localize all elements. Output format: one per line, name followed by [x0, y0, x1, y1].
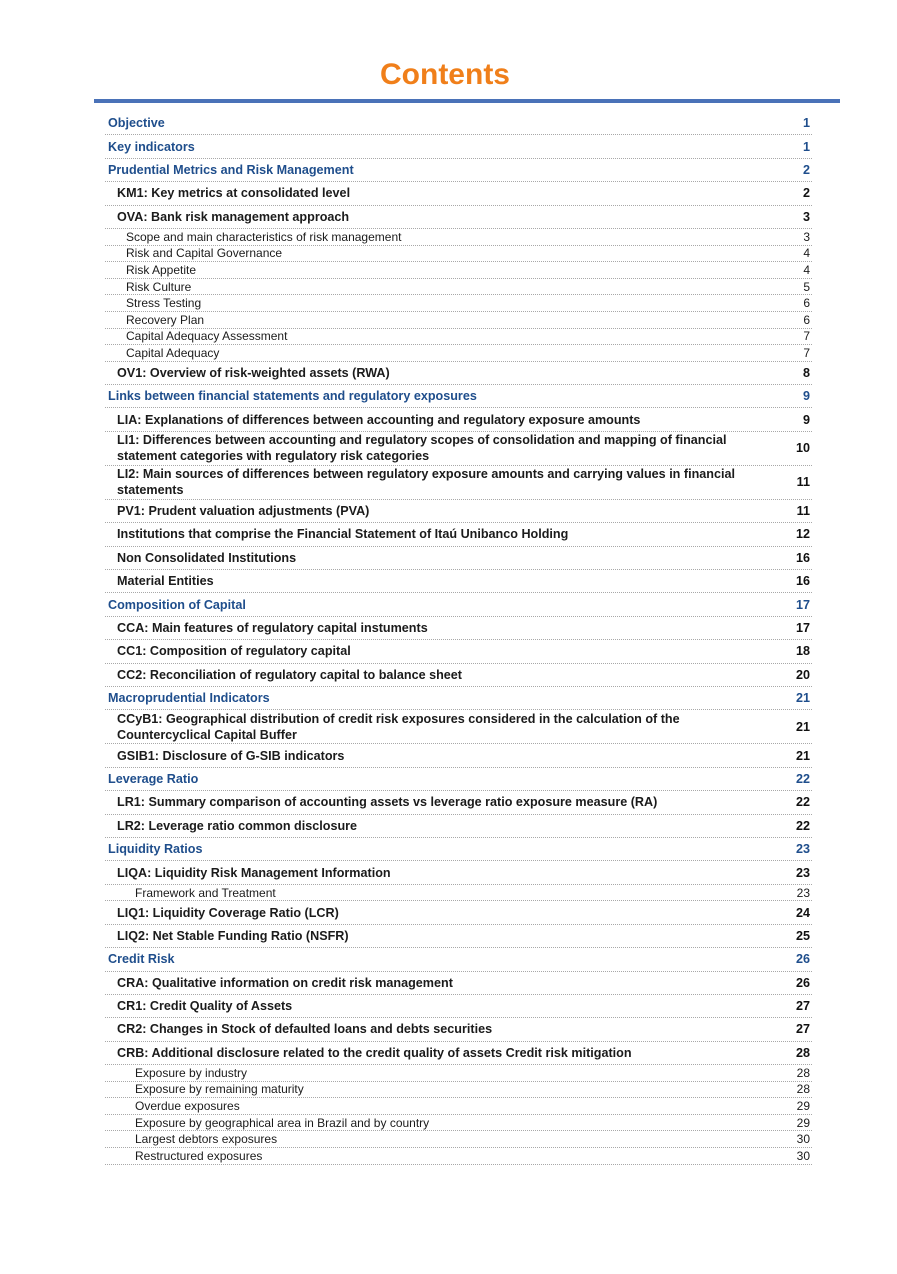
toc-entry-label[interactable]: Leverage Ratio	[108, 771, 199, 786]
toc-entry-page-number[interactable]: 17	[795, 597, 810, 612]
toc-entry-page-number[interactable]: 28	[796, 1082, 810, 1097]
toc-entry[interactable]	[105, 229, 812, 246]
toc-entry-label[interactable]: Capital Adequacy	[126, 345, 220, 360]
toc-entry-label[interactable]: Exposure by geographical area in Brazil and by country	[135, 1115, 430, 1130]
toc-entry-page-number[interactable]: 7	[803, 329, 810, 344]
toc-entry-page-number[interactable]: 5	[803, 279, 810, 294]
toc-entry-page-number[interactable]: 18	[795, 644, 810, 659]
toc-entry-label[interactable]: Institutions that comprise the Financial Statement of Itaú Unibanco Holding	[117, 527, 569, 542]
toc-entry-label[interactable]: Largest debtors exposures	[135, 1132, 278, 1147]
toc-entry-label[interactable]: CR2: Changes in Stock of defaulted loans and debts securities	[117, 1022, 493, 1037]
toc-entry-page-number[interactable]: 25	[795, 928, 810, 943]
toc-entry-page-number[interactable]: 27	[795, 1022, 810, 1037]
toc-entry[interactable]	[105, 1082, 812, 1099]
toc-entry-page-number[interactable]: 26	[795, 975, 810, 990]
toc-entry-page-number[interactable]: 4	[803, 246, 810, 261]
toc-entry-page-number[interactable]: 2	[802, 186, 810, 201]
toc-entry-page-number[interactable]: 21	[795, 748, 810, 763]
toc-entry-label[interactable]: Prudential Metrics and Risk Management	[108, 162, 354, 177]
toc-entry[interactable]	[105, 329, 812, 346]
toc-entry[interactable]	[105, 432, 812, 466]
toc-entry[interactable]	[105, 885, 812, 902]
toc-entry[interactable]	[105, 362, 812, 385]
table-of-contents	[105, 112, 812, 1165]
toc-entry-label[interactable]: Framework and Treatment	[135, 885, 276, 900]
toc-entry[interactable]	[105, 206, 812, 229]
toc-entry-label[interactable]: LI2: Main sources of differences between regulatory exposure amounts and carrying values in financial statements	[117, 467, 735, 498]
toc-entry-page-number[interactable]: 22	[795, 818, 810, 833]
toc-entry[interactable]	[105, 1018, 812, 1041]
toc-entry[interactable]	[105, 948, 812, 971]
toc-entry[interactable]	[105, 815, 812, 838]
toc-entry-label[interactable]: Material Entities	[117, 574, 214, 589]
toc-entry[interactable]	[105, 925, 812, 948]
toc-entry-page-number[interactable]: 28	[796, 1065, 810, 1080]
toc-entry-label[interactable]: Exposure by remaining maturity	[135, 1082, 304, 1097]
toc-entry[interactable]	[105, 640, 812, 663]
toc-entry[interactable]	[105, 547, 812, 570]
toc-entry[interactable]	[105, 262, 812, 279]
toc-entry-page-number[interactable]: 17	[795, 621, 810, 636]
toc-entry-label[interactable]: Stress Testing	[126, 296, 202, 311]
toc-entry-label[interactable]: LR1: Summary comparison of accounting assets vs leverage ratio exposure measure (RA)	[117, 795, 658, 810]
toc-entry[interactable]	[105, 972, 812, 995]
toc-entry-page-number[interactable]: 23	[795, 842, 810, 857]
toc-entry-label[interactable]: CCA: Main features of regulatory capital instuments	[117, 621, 428, 636]
toc-entry-label[interactable]: Capital Adequacy Assessment	[126, 329, 288, 344]
toc-entry-page-number[interactable]: 11	[796, 475, 810, 490]
toc-entry[interactable]	[105, 1148, 812, 1165]
toc-entry-page-number[interactable]: 1	[802, 139, 810, 154]
toc-entry[interactable]	[105, 408, 812, 431]
toc-entry-label[interactable]: Risk and Capital Governance	[126, 246, 283, 261]
toc-entry-page-number[interactable]: 10	[795, 441, 810, 456]
toc-entry-page-number[interactable]: 27	[795, 999, 810, 1014]
toc-entry-page-number[interactable]: 1	[802, 116, 810, 131]
toc-entry[interactable]	[105, 279, 812, 296]
toc-entry-label[interactable]: PV1: Prudent valuation adjustments (PVA)	[117, 504, 370, 519]
toc-entry-label[interactable]: GSIB1: Disclosure of G-SIB indicators	[117, 748, 345, 763]
toc-entry[interactable]	[105, 385, 812, 408]
toc-entry-label[interactable]: CRA: Qualitative information on credit risk management	[117, 975, 453, 990]
toc-entry-page-number[interactable]: 22	[795, 771, 810, 786]
toc-entry-label[interactable]: Liquidity Ratios	[108, 842, 203, 857]
toc-entry[interactable]	[105, 664, 812, 687]
toc-entry-label[interactable]: OV1: Overview of risk-weighted assets (RWA)	[117, 365, 390, 380]
toc-entry-page-number[interactable]: 3	[803, 229, 810, 244]
toc-entry[interactable]	[105, 995, 812, 1018]
toc-entry[interactable]	[105, 523, 812, 546]
toc-entry-label[interactable]: Scope and main characteristics of risk management	[126, 229, 402, 244]
toc-entry-page-number[interactable]: 26	[795, 952, 810, 967]
toc-entry-page-number[interactable]: 29	[796, 1099, 810, 1114]
toc-entry-label[interactable]: LIQ1: Liquidity Coverage Ratio (LCR)	[117, 905, 339, 920]
toc-entry-label[interactable]: LR2: Leverage ratio common disclosure	[117, 818, 358, 833]
toc-entry-label[interactable]: Key indicators	[108, 139, 195, 154]
toc-entry-label[interactable]: KM1: Key metrics at consolidated level	[117, 186, 351, 201]
toc-entry-label[interactable]: CRB: Additional disclosure related to the credit quality of assets Credit risk mitigation	[117, 1045, 632, 1060]
toc-entry-page-number[interactable]: 22	[795, 795, 810, 810]
toc-entry[interactable]	[105, 295, 812, 312]
toc-entry[interactable]	[105, 1098, 812, 1115]
toc-entry-label[interactable]: Risk Appetite	[126, 262, 197, 277]
toc-entry[interactable]	[105, 744, 812, 767]
toc-entry[interactable]	[105, 617, 812, 640]
toc-entry[interactable]	[105, 312, 812, 329]
toc-entry-label[interactable]: LI1: Differences between accounting and regulatory scopes of consolidation and mapping of financial statement categories with regulatory risk categories	[117, 433, 727, 464]
title-divider	[94, 99, 840, 103]
toc-entry-page-number[interactable]: 24	[795, 905, 810, 920]
toc-entry[interactable]	[105, 687, 812, 710]
toc-entry-label[interactable]: OVA: Bank risk management approach	[117, 209, 350, 224]
toc-entry[interactable]	[105, 838, 812, 861]
toc-entry-page-number[interactable]: 28	[795, 1045, 810, 1060]
toc-entry-label[interactable]: Non Consolidated Institutions	[117, 550, 297, 565]
toc-entry-page-number[interactable]: 4	[803, 262, 810, 277]
page-title: Contents	[380, 58, 510, 91]
toc-entry-page-number[interactable]: 20	[795, 667, 810, 682]
toc-entry[interactable]	[105, 135, 812, 158]
toc-entry-label[interactable]: Restructured exposures	[135, 1148, 263, 1163]
toc-entry-page-number[interactable]: 8	[802, 365, 810, 380]
toc-entry-page-number[interactable]: 21	[795, 691, 810, 706]
toc-entry[interactable]	[105, 246, 812, 263]
toc-entry-label[interactable]: LIQ2: Net Stable Funding Ratio (NSFR)	[117, 928, 349, 943]
toc-entry-label[interactable]: Macroprudential Indicators	[108, 691, 270, 706]
toc-entry-label[interactable]: Exposure by industry	[135, 1065, 248, 1080]
toc-entry-page-number[interactable]: 9	[802, 412, 810, 427]
toc-entry-page-number[interactable]: 23	[796, 885, 810, 900]
toc-entry[interactable]	[105, 1131, 812, 1148]
toc-entry-page-number[interactable]: 16	[795, 550, 810, 565]
toc-entry[interactable]	[105, 466, 812, 500]
toc-entry-page-number[interactable]: 2	[802, 162, 810, 177]
toc-entry[interactable]	[105, 1065, 812, 1082]
toc-entry-label[interactable]: CR1: Credit Quality of Assets	[117, 999, 293, 1014]
toc-entry-label[interactable]: Risk Culture	[126, 279, 192, 294]
toc-entry-page-number[interactable]: 23	[795, 865, 810, 880]
toc-entry-page-number[interactable]: 6	[803, 296, 810, 311]
toc-entry[interactable]	[105, 345, 812, 362]
toc-entry-page-number[interactable]: 6	[803, 312, 810, 327]
toc-entry-label[interactable]: Recovery Plan	[126, 312, 205, 327]
toc-entry[interactable]	[105, 159, 812, 182]
toc-entry[interactable]	[105, 768, 812, 791]
toc-entry-label[interactable]: Credit Risk	[108, 952, 175, 967]
toc-entry-page-number[interactable]: 3	[802, 209, 810, 224]
toc-entry[interactable]	[105, 710, 812, 744]
toc-entry-label[interactable]: LIA: Explanations of differences between accounting and regulatory exposure amounts	[117, 412, 641, 427]
toc-entry-label[interactable]: Overdue exposures	[135, 1099, 240, 1114]
toc-entry-label[interactable]: LIQA: Liquidity Risk Management Information	[117, 865, 391, 880]
toc-entry[interactable]	[105, 1042, 812, 1065]
toc-entry-page-number[interactable]: 30	[796, 1148, 810, 1163]
toc-entry[interactable]	[105, 500, 812, 523]
toc-entry[interactable]	[105, 861, 812, 884]
toc-entry-label[interactable]: Links between financial statements and regulatory exposures	[108, 389, 477, 404]
toc-entry-page-number[interactable]: 29	[796, 1115, 810, 1130]
toc-entry[interactable]	[105, 791, 812, 814]
toc-entry[interactable]	[105, 112, 812, 135]
toc-entry-page-number[interactable]: 21	[795, 719, 810, 734]
toc-entry-page-number[interactable]: 30	[796, 1132, 810, 1147]
toc-entry[interactable]	[105, 182, 812, 205]
toc-entry-label[interactable]: CCyB1: Geographical distribution of credit risk exposures considered in the calculation of the Countercyclical Capital Buffer	[117, 711, 680, 742]
toc-entry[interactable]	[105, 593, 812, 616]
toc-entry[interactable]	[105, 1115, 812, 1132]
toc-entry-page-number[interactable]: 9	[802, 389, 810, 404]
toc-entry-page-number[interactable]: 7	[803, 345, 810, 360]
toc-entry-page-number[interactable]: 12	[795, 527, 810, 542]
toc-entry-page-number[interactable]: 11	[796, 504, 810, 519]
toc-entry-page-number[interactable]: 16	[795, 574, 810, 589]
toc-entry-label[interactable]: Composition of Capital	[108, 597, 246, 612]
toc-entry[interactable]	[105, 901, 812, 924]
toc-entry-label[interactable]: Objective	[108, 116, 165, 131]
toc-entry[interactable]	[105, 570, 812, 593]
toc-entry-label[interactable]: CC1: Composition of regulatory capital	[117, 644, 351, 659]
toc-entry-label[interactable]: CC2: Reconciliation of regulatory capital to balance sheet	[117, 667, 463, 682]
